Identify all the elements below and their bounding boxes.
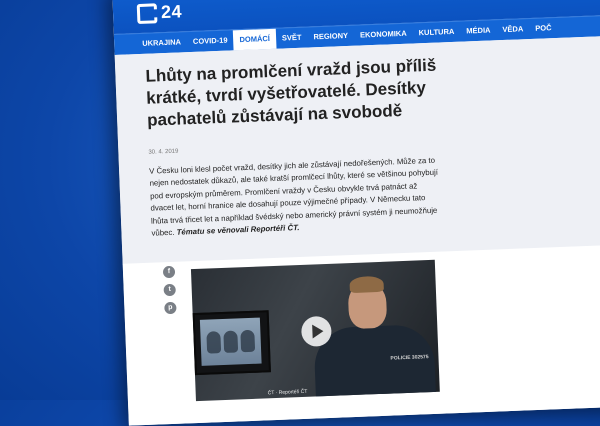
- nav-item-covid[interactable]: COVID-19: [192, 35, 228, 46]
- handprint-image: [240, 330, 255, 353]
- ct-logo-icon: [137, 3, 158, 24]
- perex-text: V Česku loni klesl počet vražd, desítky jich ale zůstávají nedořešených. Může za to nejen nedostatek důkazů, ale také kratší promlčecí lhůty, které se většinou pohybují pod evropským průměrem. Promlčení vraždy v Česku obvykle trvá patnáct až dvacet let, horní hranice ale dosahují pouze výjimečné případy. V Německu tato lhůta trvá třicet let a například švédský nebo americký právní systém ji neumožňuje vůbec.: [148, 155, 439, 238]
- officer-hair: [349, 276, 384, 293]
- article-perex: [149, 155, 442, 241]
- handprint-image: [206, 331, 221, 354]
- twitter-share-icon[interactable]: t: [163, 284, 175, 296]
- nav-item-ekonomika[interactable]: EKONOMIKA: [359, 28, 407, 40]
- perex-emphasis: Tématu se věnovali Reportéři ČT.: [176, 223, 300, 237]
- logo-text: 24: [160, 1, 183, 23]
- nav-item-domaci[interactable]: DOMÁCÍ: [233, 29, 276, 51]
- nav-item-media[interactable]: MÉDIA: [466, 25, 491, 36]
- video-caption: ČT · Reportéři ČT: [267, 388, 308, 397]
- nav-item-veda[interactable]: VĚDA: [502, 24, 524, 35]
- print-icon[interactable]: p: [164, 302, 176, 314]
- nav-item-regiony[interactable]: REGIONY: [313, 30, 349, 42]
- facebook-share-icon[interactable]: f: [163, 266, 175, 278]
- article-date: 30. 4. 2019: [148, 148, 179, 156]
- nav-item-kultura[interactable]: KULTURA: [418, 26, 455, 38]
- article-page: [112, 0, 600, 426]
- article-title: Lhůty na promlčení vražd jsou příliš krátké, tvrdí vyšetřovatelé. Desítky pachatelů zůstávají na svobodě: [145, 55, 437, 130]
- fingerprint-screen: [200, 318, 262, 366]
- police-badge: POLICIE 302575: [390, 354, 429, 362]
- monitor-image: [193, 310, 271, 375]
- video-player[interactable]: [191, 260, 440, 401]
- officer-body: [313, 324, 436, 401]
- nav-item-ukrajina[interactable]: UKRAJINA: [142, 37, 182, 48]
- site-logo[interactable]: [137, 1, 183, 24]
- article-body: [123, 245, 600, 426]
- nav-item-pocasi[interactable]: POČ: [535, 23, 552, 33]
- nav-item-svet[interactable]: SVĚT: [281, 32, 302, 43]
- handprint-image: [223, 330, 238, 353]
- article-header: [115, 36, 600, 265]
